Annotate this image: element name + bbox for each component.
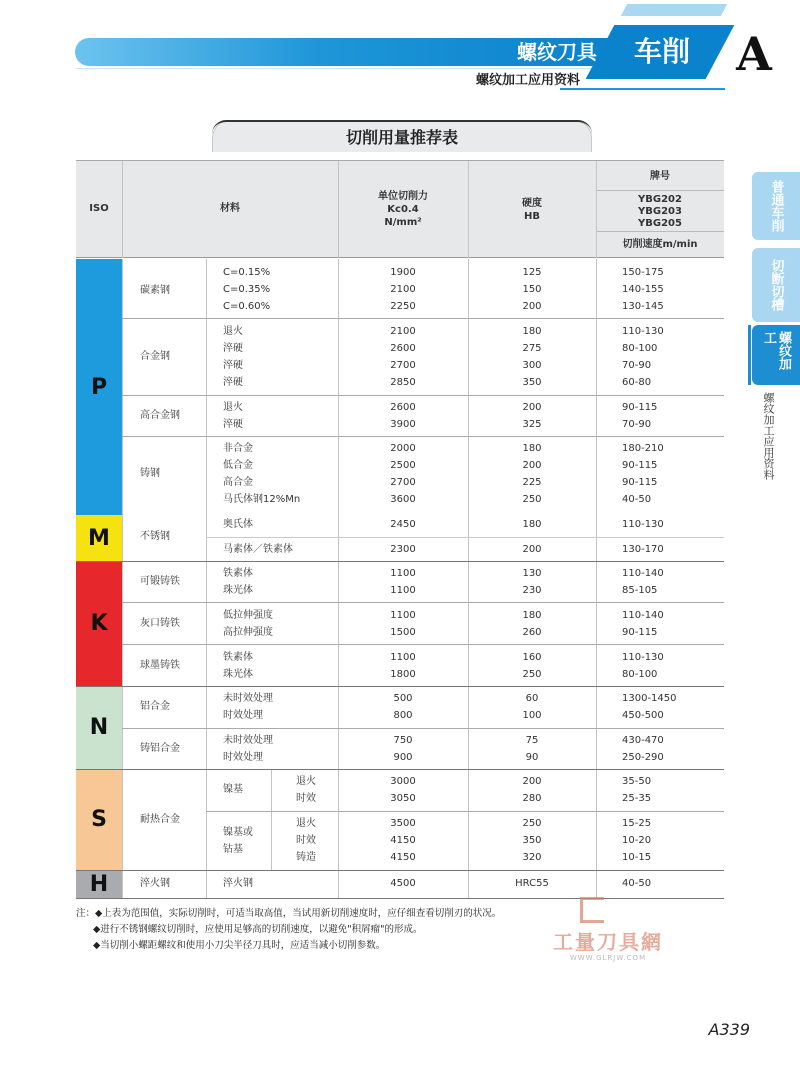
side-tab-label: 切断切槽 [768,259,784,311]
divider [206,537,724,538]
material-name: 淬火钢 [140,878,170,889]
col-header-grade: 牌号 [650,171,670,182]
speed-values: 150-175 140-155 130-145 [622,267,664,312]
header-accent-stripe [621,4,727,16]
hardness-values: 160 250 [522,652,542,680]
speed-values: 1300-1450 450-500 [622,693,677,721]
condition-list: 退火 淬硬 淬硬 淬硬 [223,326,243,388]
speed-values: 430-470 250-290 [622,735,664,763]
iso-group-h [76,870,122,898]
table-header-row [76,161,724,258]
divider [76,898,724,899]
divider [468,161,469,258]
condition-list: 未时效处理 时效处理 [223,693,273,721]
divider [596,190,724,191]
kc-values: 500 800 [393,693,413,721]
material-name: 合金钢 [140,351,170,362]
iso-letter: N [89,715,109,740]
condition: 淬火钢 [223,878,253,889]
base-type: 镍基或 钴基 [223,827,253,855]
iso-letter: K [90,611,108,636]
hardness-values: 250 350 320 [522,818,542,863]
condition-list: 退火 时效 [296,776,316,804]
hardness-value: 180 [522,519,542,530]
condition-list: 铁素体 珠光体 [223,652,253,680]
material-name: 不锈钢 [140,531,170,542]
side-tab-threading[interactable] [752,325,800,385]
divider [122,318,724,319]
side-section-label: 螺纹加工应用资料 [762,392,775,480]
condition-list: C=0.15% C=0.35% C=0.60% [223,267,271,312]
page-number: A339 [708,1020,750,1039]
col-header-kc: 单位切削力 [378,191,428,202]
header-underline [75,68,595,69]
kc-value: 2300 [390,544,416,555]
divider [206,811,724,812]
hardness-values: 60 100 [522,693,542,721]
col-header-kc-unit: N/mm² [384,217,422,228]
material-name: 耐热合金 [140,814,180,825]
divider [122,602,724,603]
hardness-value: 200 [522,544,542,555]
hardness-values: 125 150 200 [522,267,542,312]
speed-values: 180-210 90-115 90-115 40-50 [622,443,664,505]
speed-value: 110-130 [622,519,664,530]
divider [122,436,724,437]
speed-values: 110-140 85-105 [622,568,664,596]
condition-list: 非合金 低合金 高合金 马氏体钢12%Mn [223,443,301,505]
col-header-hardness: 硬度 [522,198,542,209]
kc-values: 750 900 [393,735,413,763]
divider [596,259,597,898]
kc-values: 1900 2100 2250 [390,267,416,312]
divider [338,161,339,258]
col-header-hardness-unit: HB [524,211,540,222]
header-subtitle: 螺纹加工应用资料 [475,73,580,88]
cutting-data-table [76,160,724,897]
col-header-grade-list: YBG202 YBG203 YBG205 [638,194,682,229]
speed-value: 130-170 [622,544,664,555]
divider [76,870,724,871]
condition-list: 退火 淬硬 [223,402,243,430]
speed-value: 40-50 [622,878,652,889]
col-header-material: 材料 [220,203,240,214]
divider [76,561,724,562]
condition-list: 退火 时效 铸造 [296,818,316,863]
footnote: ◆当切削小螺距螺纹和使用小刀尖半径刀具时，应适当减小切削参数。 [93,940,386,951]
col-header-iso: ISO [89,203,109,214]
speed-values: 15-25 10-20 10-15 [622,818,652,863]
speed-values: 110-130 80-100 [622,652,664,680]
hardness-values: 180 200 225 250 [522,443,542,505]
material-name: 铸铝合金 [140,743,180,754]
condition-list: 铁素体 珠光体 [223,568,253,596]
kc-values: 1100 1500 [390,610,416,638]
section-letter: A [736,27,772,81]
divider [122,259,123,898]
divider [76,769,724,770]
footnote: 注：◆上表为范围值，实际切削时，可适当取高值，当试用新切削速度时，应仔细查看切削刃的状况。 [76,908,502,919]
kc-value: 2450 [390,519,416,530]
condition-list: 未时效处理 时效处理 [223,735,273,763]
iso-letter: S [91,807,107,832]
speed-values: 110-140 90-115 [622,610,664,638]
header-title: 螺纹刀具 [517,40,597,64]
divider [122,644,724,645]
col-header-kc-symbol: Kc0.4 [387,204,419,215]
iso-letter: M [88,525,110,551]
hardness-values: 130 230 [522,568,542,596]
speed-values: 90-115 70-90 [622,402,658,430]
kc-values: 3500 4150 4150 [390,818,416,863]
header-subtitle-rule [560,88,725,90]
watermark-logo-icon [580,897,604,923]
speed-values: 110-130 80-100 70-90 60-80 [622,326,664,388]
iso-letter: H [89,871,109,897]
hardness-values: 200 325 [522,402,542,430]
watermark-url: WWW.GLRJW.COM [569,954,647,962]
hardness-values: 180 260 [522,610,542,638]
iso-group-m [76,515,122,561]
side-tab-active-marker [748,325,751,385]
iso-group-n [76,686,122,769]
material-name: 高合金钢 [140,410,180,421]
kc-values: 1100 1800 [390,652,416,680]
side-tab-label: 普通车削 [768,180,784,232]
iso-group-p [76,259,122,515]
kc-values: 2600 3900 [390,402,416,430]
material-name: 可锻铸铁 [140,576,180,587]
divider [76,686,724,687]
kc-values: 2100 2600 2700 2850 [390,326,416,388]
iso-letter: P [90,374,108,400]
material-name: 球墨铸铁 [140,660,180,671]
speed-values: 35-50 25-35 [622,776,652,804]
side-tab-turning[interactable] [752,172,800,240]
condition: 马素体／铁素体 [223,544,293,555]
side-tab-grooving[interactable] [752,248,800,322]
kc-value: 4500 [390,878,416,889]
divider [122,728,724,729]
iso-group-k [76,561,122,686]
divider [271,769,272,870]
divider [206,259,207,898]
hardness-values: 75 90 [525,735,539,763]
watermark-text: 工量刀具網 [553,930,663,954]
material-name: 铸钢 [140,468,160,479]
header-tab-label: 车削 [633,35,690,68]
iso-group-s [76,769,122,870]
side-tab-label: 螺纹加工 [761,331,791,370]
condition: 奥氏体 [223,519,253,530]
condition-list: 低拉伸强度 高拉伸强度 [223,610,273,638]
footnote: ◆进行不锈钢螺纹切削时，应使用足够高的切削速度，以避免"积屑瘤"的形成。 [93,924,423,935]
kc-values: 1100 1100 [390,568,416,596]
material-name: 灰口铸铁 [140,618,180,629]
material-name: 碳素钢 [140,285,170,296]
divider [122,395,724,396]
base-type: 镍基 [223,784,243,795]
kc-values: 3000 3050 [390,776,416,804]
table-title: 切削用量推荐表 [345,128,458,147]
hardness-values: 180 275 300 350 [522,326,542,388]
hardness-values: 200 280 [522,776,542,804]
divider [596,231,724,232]
hardness-value: HRC55 [515,878,549,889]
col-header-speed: 切削速度m/min [622,239,698,250]
kc-values: 2000 2500 2700 3600 [390,443,416,505]
material-name: 铝合金 [140,701,170,712]
divider [122,161,123,258]
divider [596,161,597,258]
